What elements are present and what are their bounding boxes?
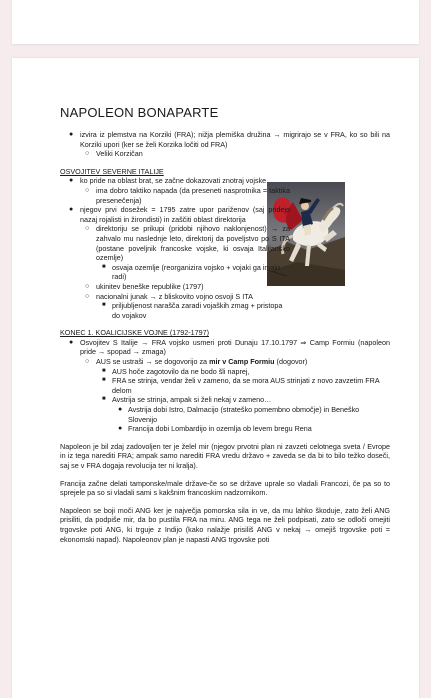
bullet-dot-icon: ● bbox=[69, 206, 74, 214]
bullet-dot-icon: ● bbox=[69, 177, 74, 185]
document-content bbox=[60, 105, 390, 552]
list-item-text: izvira iz plemstva na Korziki (FRA); nižja plemiška družina → migrirajo se v FRA, ko so bili na Korziki upori (ker se želi Korzika ločiti od FRA) bbox=[80, 130, 390, 149]
list-item bbox=[60, 357, 390, 367]
list-item bbox=[60, 282, 290, 292]
list-item-text: Francija dobi Lombardijo in ozemlja ob levem bregu Rena bbox=[128, 424, 312, 434]
list-item-text: (dogovor) bbox=[274, 357, 308, 367]
bullet-dot-icon: ● bbox=[118, 425, 123, 433]
list-item bbox=[60, 395, 390, 405]
list-item-text: ima dobro taktiko napada (da preseneti nasprotnika = taktika presenečenja) bbox=[96, 185, 290, 205]
list-item bbox=[60, 338, 390, 357]
previous-page bbox=[12, 0, 419, 44]
list-item-text: Avstrija dobi Istro, Dalmacijo (strateško pomembno območje) in Beneško Slovenijo bbox=[128, 405, 360, 424]
list-item bbox=[60, 263, 290, 282]
list-item-text: priljubljenost narašča zaradi vojaških zmag + pristopa do vojakov bbox=[112, 301, 283, 320]
list-item-text: direktoriju se prikupi (pridobi njihovo naklonjenost) → za zahvalo mu naslednje leto, direktorij da poveljstvo po S ITA (postane poveljnik francoske vojske, ki osvaja Italijansko ozemlje) bbox=[96, 224, 290, 263]
list-item-text: njegov prvi dosežek = 1795 zatre upor pariženov (saj pridejo nazaj rojalisti in žirondisti) in zaščiti oblast direktorija bbox=[80, 205, 290, 224]
section2-list bbox=[60, 338, 390, 434]
bullet-circle-icon: ○ bbox=[85, 225, 90, 233]
bullet-dot-icon: ● bbox=[118, 406, 123, 414]
list-item bbox=[60, 130, 390, 149]
bullet-circle-icon: ○ bbox=[85, 282, 90, 290]
paragraph: Napoleon se boji moči ANG ker je največja pomorska sila in ve, da mu lahko škoduje, zato želi ANG prisiliti, da podpiše mir, da bo pustila FRA na miru. ANG tega ne želi podpisati, zato se odloči omejiti trgovske poti ANG, ki trguje z Indijo (kako nalažje prisiliš ANG v nekaj → omejiš trgovske poti = ekonomski napad). Napoleonov plan je napasti ANG trgovske poti bbox=[60, 505, 390, 544]
section1-list bbox=[60, 176, 290, 320]
list-item-text: AUS se ustraši → se dogovorijo za bbox=[96, 357, 210, 367]
bullet-circle-icon: ○ bbox=[85, 292, 90, 300]
list-item bbox=[60, 205, 290, 224]
list-item bbox=[60, 224, 290, 262]
list-item bbox=[60, 424, 390, 434]
bullet-circle-icon: ○ bbox=[85, 186, 90, 194]
list-item-text: nacionalni junak → z bliskovito vojno osvoji S ITA bbox=[96, 291, 253, 301]
list-item-text: ukinitev beneške republike (1797) bbox=[96, 281, 204, 291]
list-item-text: Avstrija se strinja, ampak si želi nekaj v zameno… bbox=[112, 395, 272, 405]
intro-list bbox=[60, 130, 390, 159]
bullet-square-icon: ■ bbox=[102, 377, 106, 384]
list-item-text: osvaja ozemlje (reorganizira vojsko + vojaki ga imajo radi) bbox=[112, 262, 280, 282]
bullet-dot-icon: ● bbox=[69, 131, 74, 138]
list-item bbox=[60, 292, 290, 302]
list-item bbox=[60, 405, 390, 424]
bullet-square-icon: ■ bbox=[102, 396, 106, 403]
paragraph: Francija začne delati tamponske/male države-če so se države uprale so vladali Francozi, če pa so to sprejele pa so si vladali sami s kakšnim francoskim nadzornikom. bbox=[60, 478, 390, 498]
paragraph: Napoleon je bil zdaj zadovoljen ter je želel mir (njegov prvotni plan ni zavzeti celotnega sveta / Evrope in iz tega narediti FRA; ampak samo narediti FRA vredu državo + zaveda se da bi to bilo težko doseči, saj se v FRA dogaja revolucija ter ni kralja). bbox=[60, 441, 390, 470]
list-item-strong: mir v Camp Formiu bbox=[209, 357, 275, 367]
list-item bbox=[60, 186, 290, 205]
list-item bbox=[60, 367, 390, 377]
list-item bbox=[60, 376, 390, 395]
bullet-square-icon: ■ bbox=[102, 367, 106, 374]
section-heading: KONEC 1. KOALICIJSKE VOJNE (1792-1797) bbox=[60, 328, 210, 338]
list-item-text: AUS hoče zagotovilo da ne bodo šli naprej, bbox=[112, 366, 250, 376]
list-item bbox=[60, 176, 290, 186]
page-title: NAPOLEON BONAPARTE bbox=[60, 105, 219, 120]
list-item-text: Osvojitev S Italije → FRA vojsko usmeri proti Dunaju 17.10.1797 ⇒ Camp Formiu (napoleon pride → spopad → zmaga) bbox=[80, 337, 390, 357]
bullet-square-icon: ■ bbox=[102, 263, 106, 270]
list-item bbox=[60, 149, 390, 159]
list-item bbox=[60, 301, 290, 320]
list-item-text: FRA se strinja, vendar želi v zameno, da se mora AUS strinjati z novo zavzetim FRA delom bbox=[112, 376, 380, 395]
bullet-circle-icon: ○ bbox=[85, 150, 90, 158]
list-item-text: Veliki Korzičan bbox=[96, 149, 143, 159]
document-page bbox=[12, 58, 419, 698]
bullet-dot-icon: ● bbox=[69, 338, 74, 346]
bullet-square-icon: ■ bbox=[102, 302, 106, 309]
bullet-circle-icon: ○ bbox=[85, 358, 90, 366]
section-heading: OSVOJITEV SEVERNE ITALIJE bbox=[60, 166, 164, 176]
list-item-text: ko pride na oblast brat, se začne dokazovati znotraj vojske bbox=[80, 176, 267, 186]
